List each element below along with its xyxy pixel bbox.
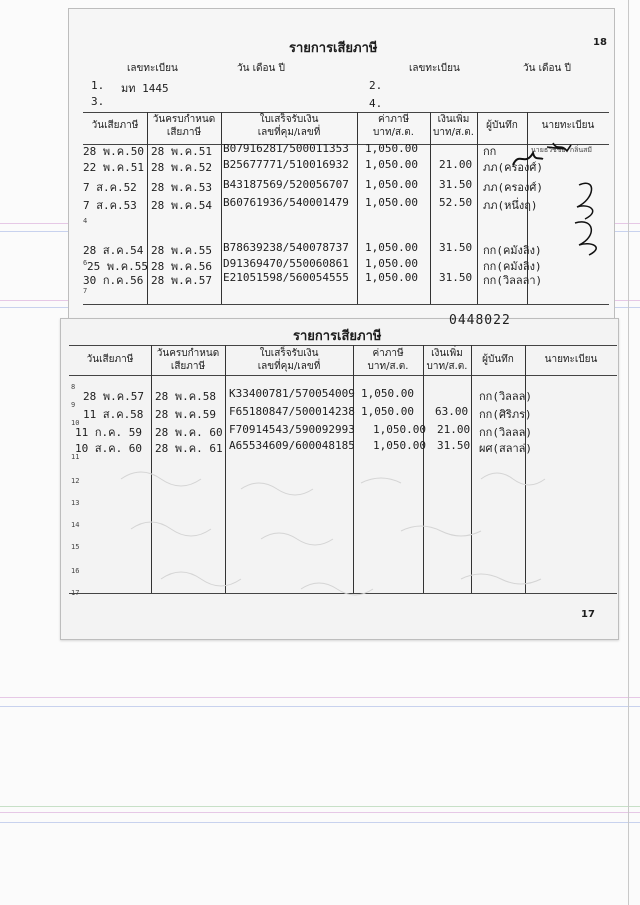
row-recorder: ภภ(หนึ่งฤ) xyxy=(483,199,538,212)
row-tax-amount: 1,050.00 xyxy=(373,423,426,436)
col-header-tax-amount: ค่าภาษี บาท/ส.ต. xyxy=(367,348,409,372)
top-registration-page xyxy=(68,8,615,322)
col-header-receipt: ใบเสร็จรับเงิน เลขที่คุม/เลขที่ xyxy=(257,348,321,372)
col-header-recorder: ผู้บันทึก xyxy=(486,120,518,131)
reg-label-2: เลขทะเบียน xyxy=(409,63,460,74)
row-number: 9 xyxy=(71,401,76,409)
row-receipt: K33400781/570054009 xyxy=(229,387,355,400)
row-due-date: 28 พ.ค.55 xyxy=(151,244,212,257)
row-number: 10 xyxy=(71,419,80,427)
col-header-surcharge: เงินเพิ่ม บาท/ส.ต. xyxy=(426,348,468,372)
line-number-2: 2. xyxy=(369,79,383,92)
row-receipt: E21051598/560054555 xyxy=(223,271,349,284)
row-recorder: ภภ(ครองศ์) xyxy=(483,181,543,194)
row-number: 7 xyxy=(83,287,88,295)
col-header-receipt: ใบเสร็จรับเงิน เลขที่คุม/เลขที่ xyxy=(257,114,321,138)
row-receipt: A65534609/600048185 xyxy=(229,439,355,452)
row-receipt: F70914543/590092993 xyxy=(229,423,355,436)
row-tax-amount: 1,050.00 xyxy=(365,257,418,270)
col-header-tax-date: วันเสียภาษี xyxy=(86,354,134,365)
col-header-tax-amount: ค่าภาษี บาท/ส.ต. xyxy=(373,114,414,138)
row-tax-date: 28 ส.ค.54 xyxy=(83,244,144,257)
row-surcharge: 52.50 xyxy=(439,196,473,209)
row-recorder: ผศ(สลาล่) xyxy=(479,442,533,455)
document-serial-number: 0448022 xyxy=(449,313,511,328)
bleed-through-texture xyxy=(101,459,601,629)
line-number-3: 3. xyxy=(91,95,105,108)
top-page-number: 18 xyxy=(593,37,607,48)
row-tax-date: 25 พ.ค.55 xyxy=(87,260,148,273)
row-tax-amount: 1,050.00 xyxy=(361,405,414,418)
row-receipt: B60761936/540001479 xyxy=(223,196,349,209)
row-surcharge: 31.50 xyxy=(439,271,473,284)
bottom-registration-page xyxy=(60,313,619,640)
col-header-recorder: ผู้บันทึก xyxy=(482,354,514,365)
row-surcharge: 63.00 xyxy=(435,405,469,418)
row-tax-amount: 1,050.00 xyxy=(365,178,418,191)
col-header-due-date: วันครบกำหนด เสียภาษี xyxy=(152,114,216,138)
row-recorder: กก(วิลลล) xyxy=(479,426,532,439)
row-due-date: 28 พ.ค.52 xyxy=(151,161,212,174)
row-due-date: 28 พ.ค.51 xyxy=(151,145,212,158)
bottom-page-title: รายการเสียภาษี xyxy=(293,329,382,344)
row-surcharge: 31.50 xyxy=(439,241,473,254)
row-due-date: 28 พ.ค.58 xyxy=(155,390,216,403)
col-header-surcharge: เงินเพิ่ม บาท/ส.ต. xyxy=(433,114,474,138)
row-tax-amount: 1,050.00 xyxy=(365,241,418,254)
row-tax-date: 30 ก.ค.56 xyxy=(83,274,144,287)
row-surcharge: 21.00 xyxy=(437,423,471,436)
date-label-2: วัน เดือน ปี xyxy=(523,63,571,74)
row-surcharge: 31.50 xyxy=(437,439,471,452)
row-due-date: 28 พ.ค.54 xyxy=(151,199,212,212)
row-number: 12 xyxy=(71,477,80,485)
row-receipt: B78639238/540078737 xyxy=(223,241,349,254)
row-receipt: F65180847/500014238 xyxy=(229,405,355,418)
row-tax-date: 10 ส.ค. 60 xyxy=(75,442,143,455)
row-recorder: ภภ(ครองศ์) xyxy=(483,161,543,174)
top-page-title: รายการเสียภาษี xyxy=(289,41,378,56)
row-number: 15 xyxy=(71,543,80,551)
row-receipt: D91369470/550060861 xyxy=(223,257,349,270)
col-header-due-date: วันครบกำหนด เสียภาษี xyxy=(156,348,220,372)
row-number: 11 xyxy=(71,453,80,461)
row-tax-amount: 1,050.00 xyxy=(365,142,418,155)
col-header-registrar: นายทะเบียน xyxy=(544,354,598,365)
registration-number: มท 1445 xyxy=(121,82,169,95)
row-due-date: 28 พ.ค.59 xyxy=(155,408,216,421)
row-number: 14 xyxy=(71,521,80,529)
handwritten-signature-marks xyxy=(505,137,615,277)
bottom-page-number: 17 xyxy=(581,609,595,620)
row-number: 16 xyxy=(71,567,80,575)
row-due-date: 28 พ.ค. 61 xyxy=(155,442,223,455)
row-tax-date: 28 พ.ค.50 xyxy=(83,145,144,158)
row-receipt: B43187569/520056707 xyxy=(223,178,349,191)
row-tax-date: 7 ส.ค.53 xyxy=(83,199,137,212)
row-tax-date: 7 ส.ค.52 xyxy=(83,181,137,194)
line-number-1: 1. xyxy=(91,79,105,92)
row-receipt: B07916281/500011353 xyxy=(223,142,349,155)
row-due-date: 28 พ.ค.53 xyxy=(151,181,212,194)
row-number: 6 xyxy=(83,259,88,267)
row-number: 8 xyxy=(71,383,76,391)
col-header-registrar: นายทะเบียน xyxy=(541,120,595,131)
row-registrar: นายธวัชชัย กลิ่นสมี xyxy=(531,146,593,154)
row-due-date: 28 พ.ค. 60 xyxy=(155,426,223,439)
row-tax-amount: 1,050.00 xyxy=(361,387,414,400)
row-recorder: กก(ศิริภร) xyxy=(479,408,532,421)
row-recorder: กก(คมังลิง) xyxy=(483,244,542,257)
row-tax-amount: 1,050.00 xyxy=(365,196,418,209)
row-recorder: กก xyxy=(483,145,497,158)
date-label-1: วัน เดือน ปี xyxy=(237,63,285,74)
reg-label-1: เลขทะเบียน xyxy=(127,63,178,74)
row-tax-date: 28 พ.ค.57 xyxy=(83,390,144,403)
row-tax-amount: 1,050.00 xyxy=(365,158,418,171)
row-tax-date: 22 พ.ค.51 xyxy=(83,161,144,174)
row-surcharge: 31.50 xyxy=(439,178,473,191)
line-number-4: 4. xyxy=(369,97,383,110)
row-surcharge: 21.00 xyxy=(439,158,473,171)
row-recorder: กก(คมังลิง) xyxy=(483,260,542,273)
row-tax-date: 11 ก.ค. 59 xyxy=(75,426,142,439)
row-tax-amount: 1,050.00 xyxy=(373,439,426,452)
row-number: 17 xyxy=(71,589,80,597)
row-tax-amount: 1,050.00 xyxy=(365,271,418,284)
row-recorder: กก(วิลลลา) xyxy=(483,274,543,287)
row-due-date: 28 พ.ค.57 xyxy=(151,274,212,287)
row-number: 13 xyxy=(71,499,80,507)
row-due-date: 28 พ.ค.56 xyxy=(151,260,212,273)
col-header-tax-date: วันเสียภาษี xyxy=(91,120,139,131)
row-tax-date: 11 ส.ค.58 xyxy=(83,408,144,421)
row-number: 4 xyxy=(83,217,88,225)
row-recorder: กก(วิลลล) xyxy=(479,390,532,403)
row-receipt: B25677771/510016932 xyxy=(223,158,349,171)
